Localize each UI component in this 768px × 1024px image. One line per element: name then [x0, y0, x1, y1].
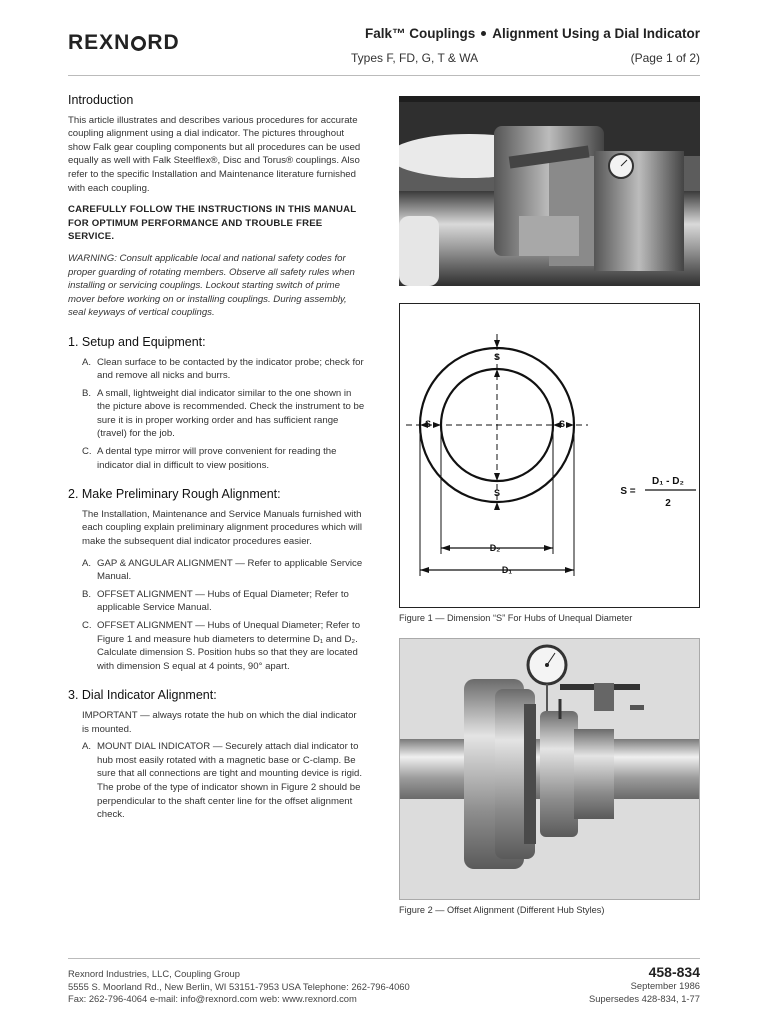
formula-numerator: D₁ - D₂ [652, 476, 684, 487]
title-subject: Alignment Using a Dial Indicator [492, 26, 700, 41]
coupling-types: Types F, FD, G, T & WA [351, 51, 479, 65]
list-letter: B. [82, 387, 92, 399]
list-item [68, 356, 366, 383]
list-item [68, 740, 366, 822]
figure1-diagram [399, 303, 700, 608]
rexnord-logo [68, 31, 180, 55]
section2-intro: The Installation, Maintenance and Service Manuals furnished with each coupling explain preliminary alignment procedures which will make the subsequent dial indicator procedures easier. [82, 508, 362, 548]
section3-heading: 3. Dial Indicator Alignment: [68, 688, 217, 703]
label-s-left: S [424, 419, 432, 429]
header-divider [68, 75, 700, 76]
hub-diameter-diagram [400, 304, 699, 607]
footer-divider [68, 958, 700, 959]
logo-o-mark [131, 36, 146, 51]
list-text: A small, lightweight dial indicator similar to the one shown in the picture above is recommended. Check the instrument to be sure it is in proper working order and has sufficient range (travel) for the job. [97, 387, 365, 440]
list-item [68, 445, 366, 472]
label-d2: D₂ [489, 543, 501, 553]
warning-label: WARNING: [68, 252, 117, 264]
section3-important: IMPORTANT — always rotate the hub on which the dial indicator is mounted. [82, 709, 357, 735]
list-item [68, 557, 366, 584]
warning-paragraph [68, 252, 366, 320]
intro-body: This article illustrates and describes various procedures for accurate coupling alignment using a dial indicator. The pictures throughout show Falk gear coupling components but all procedures can be used equally as well with Falk Steelflex®, Disc and Torus® couplings. Also refer to the specific Installation and Maintenance literature furnished with each coupling. [68, 114, 361, 194]
list-text: OFFSET ALIGNMENT — Hubs of Equal Diameter; Refer to applicable Service Manual. [97, 588, 349, 614]
label-s-right: S [558, 419, 566, 429]
list-letter: B. [82, 588, 92, 600]
document-date: September 1986 [630, 980, 700, 991]
label-s-bottom: S [493, 488, 501, 498]
footer-address-phone: 5555 S. Moorland Rd., New Berlin, WI 53151-7953 USA Telephone: 262-796-4060 [68, 980, 410, 992]
label-s-top: S [493, 352, 501, 362]
footer-contact: Fax: 262-796-4064 e-mail: info@rexnord.com web: www.rexnord.com [68, 993, 357, 1005]
title-product: Falk™ Couplings [364, 26, 476, 41]
footer-address [68, 968, 410, 1006]
list-text: Clean surface to be contacted by the indicator probe; check for and remove all nicks and burrs. [97, 356, 364, 382]
logo-text-post: RD [147, 31, 180, 54]
left-column [68, 94, 366, 828]
label-d1: D₁ [501, 565, 513, 575]
logo-text-pre: REXN [68, 31, 131, 54]
section1-heading: 1. Setup and Equipment: [68, 334, 206, 349]
figure1-caption: Figure 1 — Dimension “S” For Hubs of Unequal Diameter [399, 613, 633, 623]
offset-alignment-photo [399, 638, 700, 900]
bullet-icon [481, 31, 486, 36]
formula-denominator: 2 [665, 498, 671, 509]
warning-text: Consult applicable local and national safety codes for proper guarding of rotating members. Observe all safety rules when installing or servicing couplings. Lockout starting switch of prime mover before working on or installing couplings. During assembly, seal keyways of vertical couplings. [68, 252, 355, 319]
page-indicator: (Page 1 of 2) [630, 51, 700, 65]
list-text: A dental type mirror will prove convenient for reading the indicator dial in difficult to view positions. [97, 446, 337, 471]
document-title [365, 26, 700, 41]
supersedes-note: Supersedes 428-834, 1-77 [588, 992, 700, 1004]
list-letter: A. [82, 356, 92, 368]
photo-illustration [399, 96, 700, 286]
footer-company: Rexnord Industries, LLC, Coupling Group [68, 968, 240, 979]
section2-list [68, 557, 366, 674]
list-item [68, 588, 366, 615]
figure2-caption: Figure 2 — Offset Alignment (Different Hub Styles) [399, 905, 605, 915]
document-number: 458-834 [648, 964, 700, 980]
list-letter: A. [82, 741, 92, 753]
list-text: MOUNT DIAL INDICATOR — Securely attach dial indicator to hub most easily rotated with a magnetic base or C-clamp. Be sure that all connections are tight and mounting device is rigid. The probe of the type of indicator shown in Figure 2 should be perpendicular to the shaft center line for the offset alignment check. [97, 741, 363, 821]
list-text: GAP & ANGULAR ALIGNMENT — Refer to applicable Service Manual. [97, 557, 363, 583]
list-letter: C. [82, 446, 92, 458]
list-text: OFFSET ALIGNMENT — Hubs of Unequal Diameter; Refer to Figure 1 and measure hub diameters to determine D₁ and D₂. Calculate dimension S. Position hubs so that they are located with dimension S equal at 4 points, 90° apart. [97, 620, 361, 672]
section3-list [68, 740, 366, 822]
intro-heading: Introduction [68, 93, 134, 107]
formula-lhs: S = [620, 486, 636, 497]
caution-text: CAREFULLY FOLLOW THE INSTRUCTIONS IN THIS MANUAL FOR OPTIMUM PERFORMANCE AND TROUBLE FREE SERVICE. [68, 204, 357, 243]
dial-indicator-photo [399, 96, 700, 286]
list-item [68, 387, 366, 441]
list-letter: A. [82, 557, 92, 569]
list-item [68, 619, 366, 673]
list-letter: C. [82, 620, 92, 631]
footer-document-info [589, 964, 700, 1005]
section1-list [68, 356, 366, 473]
section2-heading: 2. Make Preliminary Rough Alignment: [68, 487, 281, 502]
photo-illustration [400, 639, 699, 899]
